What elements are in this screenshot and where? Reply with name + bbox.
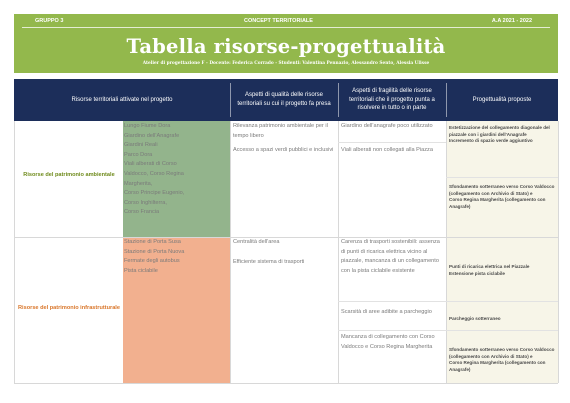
header-resources: Risorse territoriali attivate nel progetto (14, 79, 230, 121)
quality-list-infrastructure (233, 238, 336, 267)
list-item: Stazione di Porta Susa (124, 239, 181, 245)
project-line: Corso Regina Margherita (collegamento con Anagrafe) (449, 197, 546, 209)
fragility-item: Mancanza di collegamento con Corso Valdocco e Corso Regina Margherita (341, 334, 435, 350)
list-item: Viali alberati di Corso (124, 161, 177, 168)
project-item (449, 347, 556, 374)
list-item: Valdocco, Corso Regina (124, 171, 184, 178)
project-line: Estensione pista ciclabile (449, 270, 505, 276)
grid-line (446, 121, 447, 383)
grid-line (558, 121, 559, 383)
grid-line (230, 121, 231, 383)
header-fragilities: Aspetti di fragilità delle risorse territoriali che il progetto punta a risolvere in tutto o in parte (338, 79, 446, 121)
list-item: Centralità dell'area (233, 239, 280, 245)
grid-line (338, 330, 558, 331)
list-item: Rilevanza patrimonio ambientale per il tempo libero (233, 123, 328, 139)
list-item: Efficiente sistema di trasporti (233, 258, 305, 265)
resource-list-environmental (124, 122, 228, 218)
grid-line (14, 121, 15, 383)
project-item (449, 125, 556, 145)
list-item: Giardini Reali (124, 142, 158, 149)
project-item (449, 264, 556, 277)
banner-divider (22, 27, 550, 28)
grid-line (338, 142, 446, 143)
header-separator (446, 83, 447, 117)
list-item: Giardino dell'Anagrafe (124, 132, 180, 139)
project-line: Incremento di spazio verde aggiuntivo (449, 138, 533, 144)
grid-line (14, 383, 558, 384)
project-item: Parcheggio sotterraneo (449, 316, 501, 321)
list-item: Stazione di Porta Nuova (124, 248, 185, 255)
resource-list-infrastructure (124, 238, 228, 276)
concept-label: CONCEPT TERRITORIALE (244, 18, 313, 24)
category-environmental: Risorse del patrimonio ambientale (23, 172, 115, 178)
fragility-item: Viali alberati non collegati alla Piazza (341, 147, 433, 153)
header-qualities: Aspetti di qualità delle risorse territoriali su cui il progetto fa presa (230, 79, 338, 121)
project-line: Estetizzazione del collegamento diagonale del piazzale con i giardini dell'Anagrafe (449, 125, 550, 137)
list-item: Corso Inghilterra, (124, 199, 167, 206)
grid-line (338, 121, 339, 383)
fragility-item: Giardino dell'anagrafe poco utilizzato (341, 123, 433, 129)
page-title: Tabella risorse-progettualità (126, 35, 446, 58)
header-separator (230, 83, 231, 117)
grid-line (338, 301, 558, 302)
project-line: Sfondamento sotterraneo verso Corso Valdocco (collegamento con Archivio di Stato) e (449, 184, 555, 196)
list-item: Corso Principe Eugenio, (124, 190, 185, 197)
header-projects: Progettualità proposte (446, 79, 558, 121)
project-line: Sfondamento sotterraneo verso Corso Valdocco (collegamento con Archivio di Stato) e (449, 347, 555, 359)
project-line: Corso Regina Margherita (collegamento con Anagrafe) (449, 360, 546, 372)
quality-list-environmental (233, 122, 336, 156)
year-label: A.A 2021 - 2022 (491, 18, 532, 24)
category-infrastructure: Risorse del patrimonio infrastrutturale (18, 305, 120, 311)
grid-line (446, 177, 558, 178)
header-banner (14, 14, 558, 73)
list-item: Fermate degli autobus (124, 258, 180, 265)
header-separator (338, 83, 339, 117)
fragility-item: Carenza di trasporti sostenibili: assenza di punti di ricarica elettrica vicino al piazzale, mancanza di un collegamento con la pista ciclabile esistente (341, 239, 440, 274)
group-label: GRUPPO 3 (35, 18, 64, 24)
list-item: Lungo Fiume Dora (124, 123, 171, 129)
list-item: Pista ciclabile (124, 267, 158, 274)
fragility-item: Scarsità di aree adibite a parcheggio (341, 309, 432, 315)
list-item: Margherita, (124, 180, 153, 187)
page-subtitle: Atelier di progettazione F - Docente: Federica Corrado - Studenti: Valentina Pennazio, Alessandro Sento, Alessia Ulisse (142, 61, 430, 66)
resources-table (14, 79, 558, 383)
project-line: Punti di ricarica elettrica nel Piazzale (449, 264, 530, 269)
list-item: Parco Dora (124, 151, 153, 158)
project-item (449, 184, 556, 211)
list-item: Accesso a spazi verdi pubblici e inclusivi (233, 147, 334, 154)
list-item: Corso Francia (124, 209, 160, 216)
